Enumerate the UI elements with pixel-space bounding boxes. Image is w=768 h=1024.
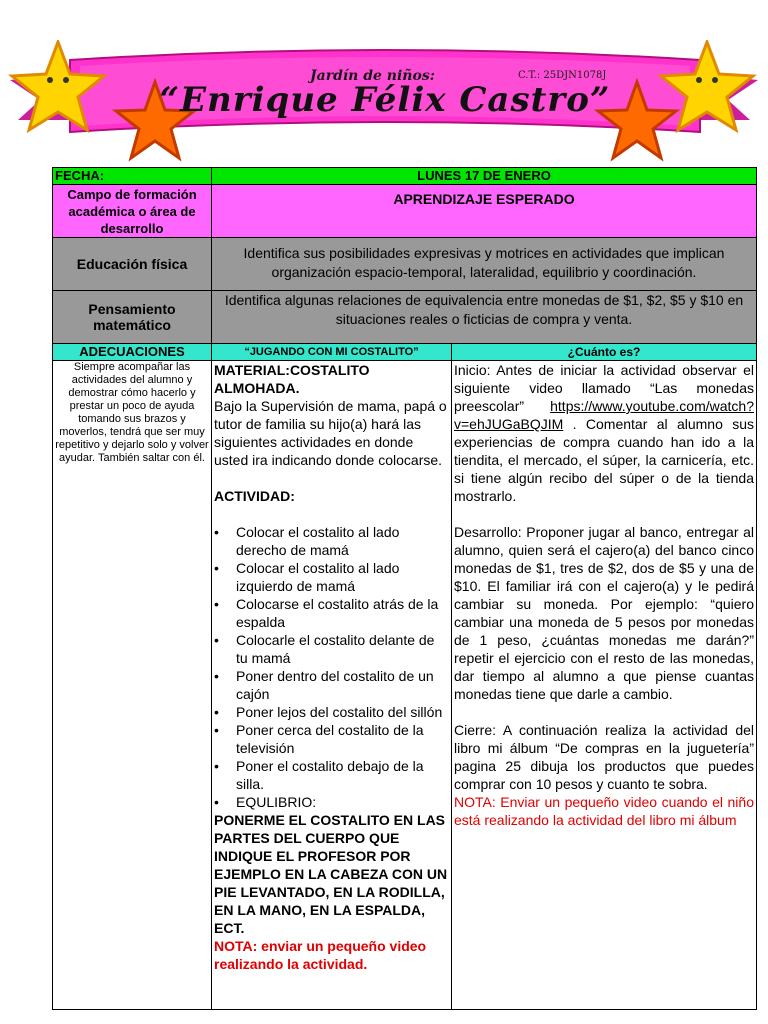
list-item: • Colocarle el costalito delante de tu mamá <box>214 631 449 667</box>
actividad-label: ACTIVIDAD: <box>214 488 295 504</box>
content-row <box>53 361 757 1010</box>
star-icon <box>652 40 762 150</box>
costalito-intro: Bajo la Supervisión de mama, papá o tutor de familia su hijo(a) hará las siguientes actividades en donde usted ira indicando donde colocarse. <box>214 398 447 468</box>
columns-header-row <box>53 344 757 361</box>
list-item: • Colocar el costalito al lado izquierdo de mamá <box>214 559 449 595</box>
list-item: • Poner el costalito debajo de la silla. <box>214 757 449 793</box>
area-name: Educación física <box>53 238 212 291</box>
area-row <box>53 238 757 291</box>
adecuaciones-header: ADECUACIONES <box>53 344 212 361</box>
campo-label: Campo de formación académica o área de desarrollo <box>53 185 212 238</box>
school-type-label: Jardín de niños: <box>310 68 435 84</box>
star-icon <box>8 40 118 150</box>
cierre-paragraph: Cierre: A continuación realiza la actividad del libro mi álbum “De compras en la juguetería” pagina 25 dibuja los productos que puedes comprar con 10 pesos y cuanto te sobra. <box>454 722 754 792</box>
inicio-text-continued: . Comentar al alumno sus experiencias de compra cuando han ido a la tiendita, el mercado, el súper, la carnicería, etc. si tiene algún recibo del súper o de la tienda mostrarlo. <box>454 416 754 504</box>
video-link[interactable]: https://www.youtube.com/watch?v=ehJUGaBQJIM <box>454 398 754 432</box>
aprendizaje-label: APRENDIZAJE ESPERADO <box>212 185 757 238</box>
school-ct-code: C.T.: 25DJN1078J <box>518 70 607 81</box>
material-label: MATERIAL:COSTALITO ALMOHADA. <box>214 362 370 396</box>
cuanto-nota: NOTA: Enviar un pequeño video cuando el niño está realizando la actividad del libro mi álbum <box>454 794 754 828</box>
actividad2-header: ¿Cuánto es? <box>452 344 757 361</box>
list-item: • Poner lejos del costalito del sillón <box>214 703 449 721</box>
area-row <box>53 291 757 344</box>
activity-list <box>214 523 449 811</box>
costalito-cell <box>212 361 452 1010</box>
list-item: • Colocar el costalito al lado derecho de mamá <box>214 523 449 559</box>
list-item: • Poner dentro del costalito de un cajón <box>214 667 449 703</box>
costalito-nota: NOTA: enviar un pequeño video realizando la actividad. <box>214 938 427 972</box>
inicio-paragraph <box>454 361 754 505</box>
equilibrio-text: PONERME EL COSTALITO EN LAS PARTES DEL CUERPO QUE INDIQUE EL PROFESOR POR EJEMPLO EN LA CABEZA CON UN PIE LEVANTADO, EN LA RODILLA, EN LA MANO, EN LA ESPALDA, ECT. <box>214 812 448 936</box>
inicio-text: Inicio: Antes de iniciar la actividad observar el siguiente video llamado “Las monedas preescolar” <box>454 362 754 414</box>
campo-row <box>53 185 757 238</box>
cuanto-cell <box>452 361 757 1010</box>
fecha-label: FECHA: <box>53 168 212 185</box>
list-item: • Poner cerca del costalito de la televisión <box>214 721 449 757</box>
lesson-plan-table <box>52 167 757 1010</box>
actividad1-header: “JUGANDO CON MI COSTALITO” <box>212 344 452 361</box>
list-item: • EQULIBRIO: <box>214 793 449 811</box>
area-name: Pensamiento matemático <box>53 291 212 344</box>
fecha-row <box>53 168 757 185</box>
area-description: Identifica algunas relaciones de equivalencia entre monedas de $1, $2, $5 y $10 en situaciones reales o ficticias de compra y venta. <box>212 291 757 344</box>
list-item: • Colocarse el costalito atrás de la espalda <box>214 595 449 631</box>
school-name: “Enrique Félix Castro” <box>159 80 611 120</box>
desarrollo-paragraph: Desarrollo: Proponer jugar al banco, entregar al alumno, quien será el cajero(a) del banco cinco monedas de $1, tres de $2, dos de $5 y una de $10. El familiar irá con el cajero(a) y le pedirá cambiar su moneda. Por ejemplo: “quiero cambiar una moneda de 5 pesos por monedas de 1 peso, ¿cuántas monedas me darán?” repetir el ejercicio con el resto de las monedas, dar tiempo al alumno a que piense cuantas monedas tiene que darle a cambio. <box>454 524 754 702</box>
adecuaciones-cell: Siempre acompañar las actividades del alumno y demostrar cómo hacerlo y prestar un poco de ayuda tomando sus brazos y moverlos, tendrá que ser muy repetitivo y dejarlo solo y volver ayudar. También saltar con él. <box>53 361 212 1010</box>
area-description: Identifica sus posibilidades expresivas y motrices en actividades que implican organización espacio-temporal, lateralidad, equilibrio y coordinación. <box>212 238 757 291</box>
fecha-value: LUNES 17 DE ENERO <box>212 168 757 185</box>
